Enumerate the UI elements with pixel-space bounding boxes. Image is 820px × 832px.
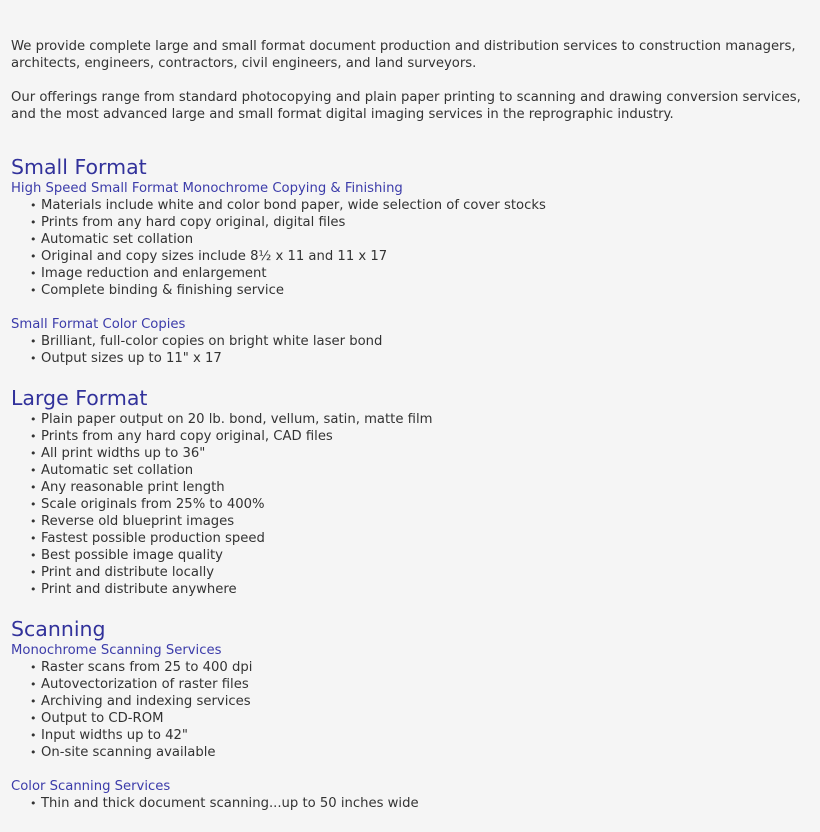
list-item: • Raster scans from 25 to 400 dpi (11, 659, 252, 676)
large-format-list (11, 411, 432, 598)
list-item: • Automatic set collation (11, 462, 432, 479)
list-item: • Print and distribute locally (11, 564, 432, 581)
list-item: • Thin and thick document scanning...up to 50 inches wide (11, 795, 419, 812)
list-item: • Reverse old blueprint images (11, 513, 432, 530)
intro-paragraph: Our offerings range from standard photocopying and plain paper printing to scanning and drawing conversion services, and the most advanced large and small format digital imaging services in the reprographic industry. (11, 90, 801, 122)
list-item: • Output sizes up to 11" x 17 (11, 350, 382, 367)
list-item: • Best possible image quality (11, 547, 432, 564)
list-item: • On-site scanning available (11, 744, 252, 761)
scanning-color-heading: Color Scanning Services (11, 779, 171, 794)
list-item: • Prints from any hard copy original, digital files (11, 214, 546, 231)
intro-paragraph: We provide complete large and small format document production and distribution services to construction managers, architects, engineers, contractors, civil engineers, and land surveyors. (11, 39, 796, 71)
list-item: • Input widths up to 42" (11, 727, 252, 744)
list-item: • Scale originals from 25% to 400% (11, 496, 432, 513)
small-format-color-list (11, 333, 382, 367)
scanning-mono-heading: Monochrome Scanning Services (11, 643, 222, 658)
large-format-title: Large Format (11, 386, 148, 410)
list-item: • Output to CD-ROM (11, 710, 252, 727)
small-format-mono-list (11, 197, 546, 299)
list-item: • Complete binding & finishing service (11, 282, 546, 299)
list-item: • Brilliant, full-color copies on bright white laser bond (11, 333, 382, 350)
list-item: • Original and copy sizes include 8½ x 11 and 11 x 17 (11, 248, 546, 265)
list-item: • Autovectorization of raster files (11, 676, 252, 693)
list-item: • Automatic set collation (11, 231, 546, 248)
list-item: • Image reduction and enlargement (11, 265, 546, 282)
list-item: • All print widths up to 36" (11, 445, 432, 462)
list-item: • Any reasonable print length (11, 479, 432, 496)
scanning-color-list (11, 795, 419, 812)
list-item: • Materials include white and color bond paper, wide selection of cover stocks (11, 197, 546, 214)
list-item: • Plain paper output on 20 lb. bond, vellum, satin, matte film (11, 411, 432, 428)
list-item: • Fastest possible production speed (11, 530, 432, 547)
scanning-title: Scanning (11, 617, 106, 641)
scanning-mono-list (11, 659, 252, 761)
list-item: • Archiving and indexing services (11, 693, 252, 710)
small-format-title: Small Format (11, 155, 147, 179)
list-item: • Prints from any hard copy original, CAD files (11, 428, 432, 445)
small-format-color-heading: Small Format Color Copies (11, 317, 186, 332)
small-format-mono-heading: High Speed Small Format Monochrome Copying & Finishing (11, 181, 403, 196)
list-item: • Print and distribute anywhere (11, 581, 432, 598)
